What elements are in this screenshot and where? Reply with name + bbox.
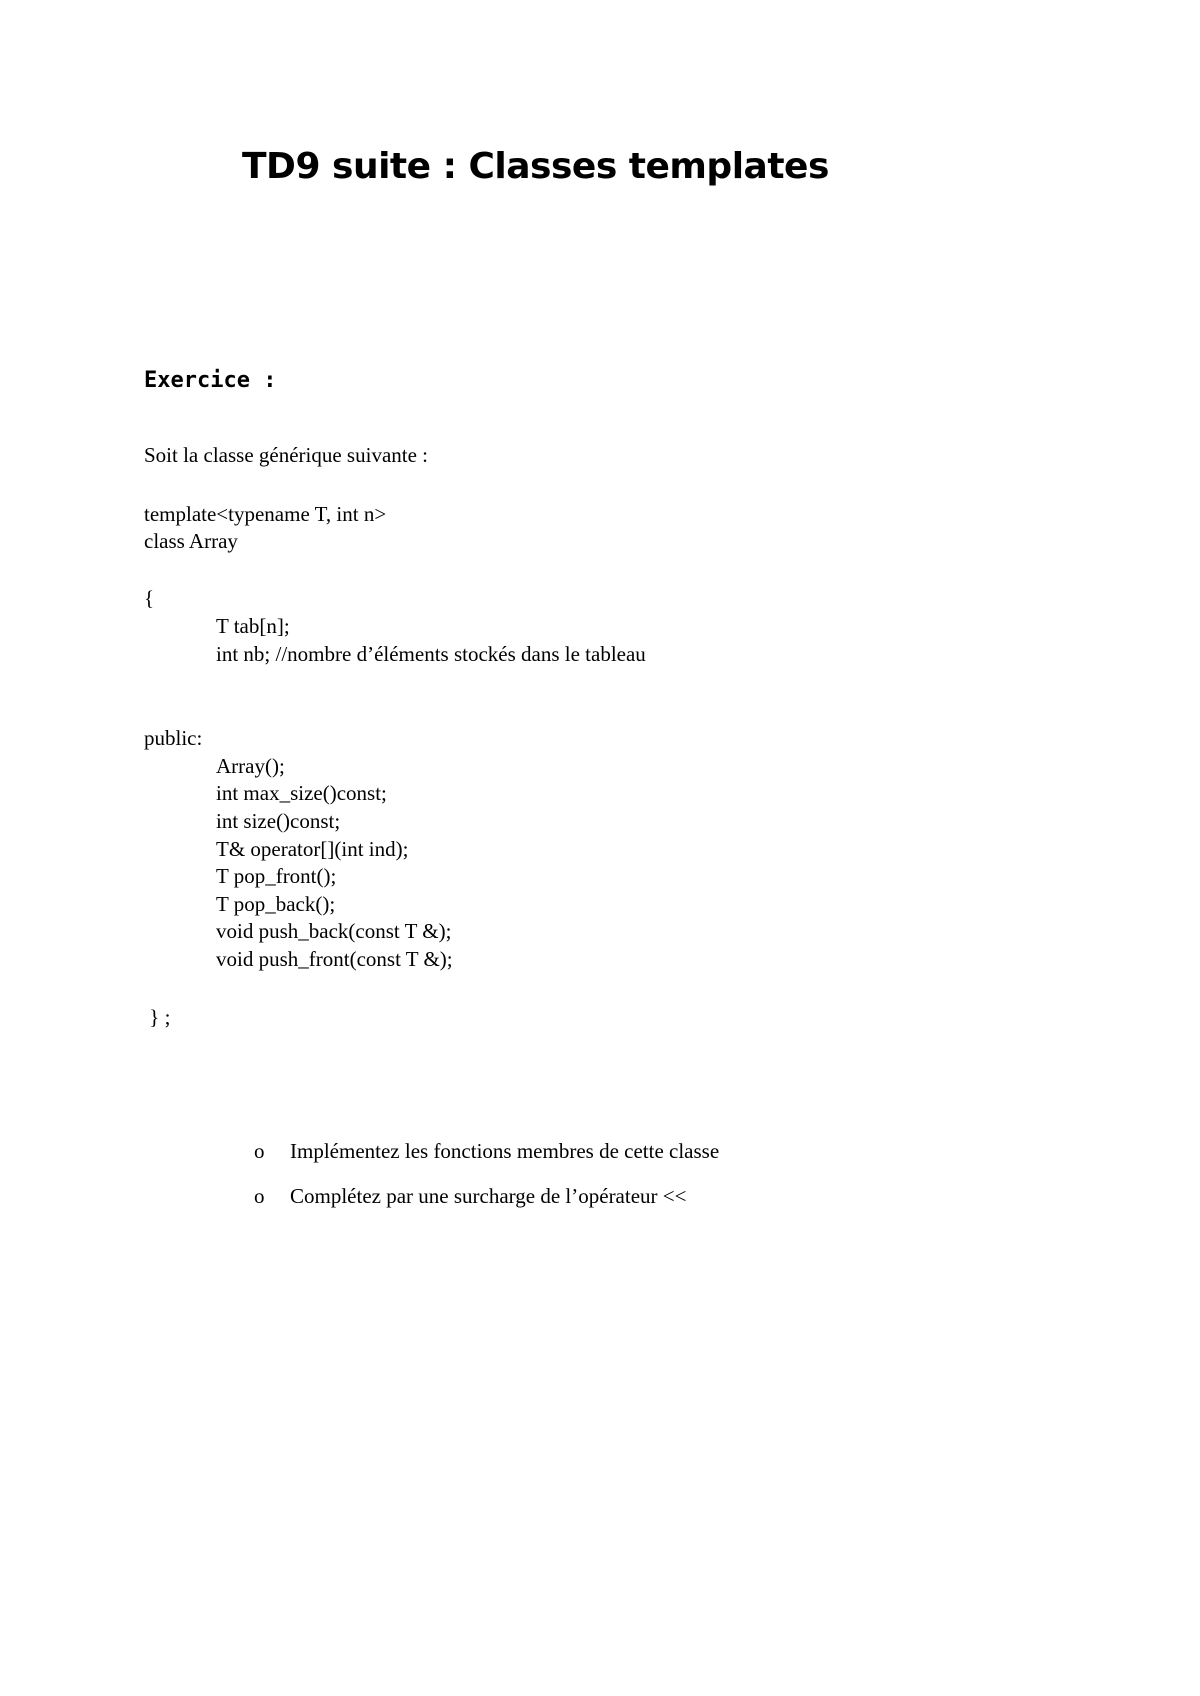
code-line: class Array bbox=[144, 529, 238, 553]
code-line: int nb; //nombre d’éléments stockés dans le tableau bbox=[216, 642, 646, 666]
task-text: Implémentez les fonctions membres de cette classe bbox=[290, 1139, 720, 1163]
task-item bbox=[254, 1139, 719, 1184]
code-line: T pop_front(); bbox=[216, 864, 337, 888]
task-item bbox=[254, 1184, 719, 1229]
bullet-circle-icon: o bbox=[254, 1184, 265, 1208]
code-line: public: bbox=[144, 726, 203, 750]
code-line: T tab[n]; bbox=[216, 614, 290, 638]
intro-text: Soit la classe générique suivante : bbox=[144, 443, 429, 467]
code-line: void push_back(const T &); bbox=[216, 919, 452, 943]
task-text: Complétez par une surcharge de l’opérateur << bbox=[290, 1184, 687, 1208]
code-line: template<typename T, int n> bbox=[144, 502, 387, 526]
code-line: int size()const; bbox=[216, 809, 341, 833]
code-line: void push_front(const T &); bbox=[216, 947, 453, 971]
code-line: Array(); bbox=[216, 754, 285, 778]
code-line: { bbox=[144, 586, 155, 610]
task-list bbox=[254, 1139, 719, 1229]
code-line: } ; bbox=[144, 1005, 171, 1029]
code-line: T pop_back(); bbox=[216, 892, 336, 916]
code-line: int max_size()const; bbox=[216, 781, 387, 805]
bullet-circle-icon: o bbox=[254, 1139, 265, 1163]
document-title: TD9 suite : Classes templates bbox=[242, 146, 829, 187]
exercise-heading: Exercice : bbox=[144, 368, 277, 393]
code-line: T& operator[](int ind); bbox=[216, 837, 409, 861]
